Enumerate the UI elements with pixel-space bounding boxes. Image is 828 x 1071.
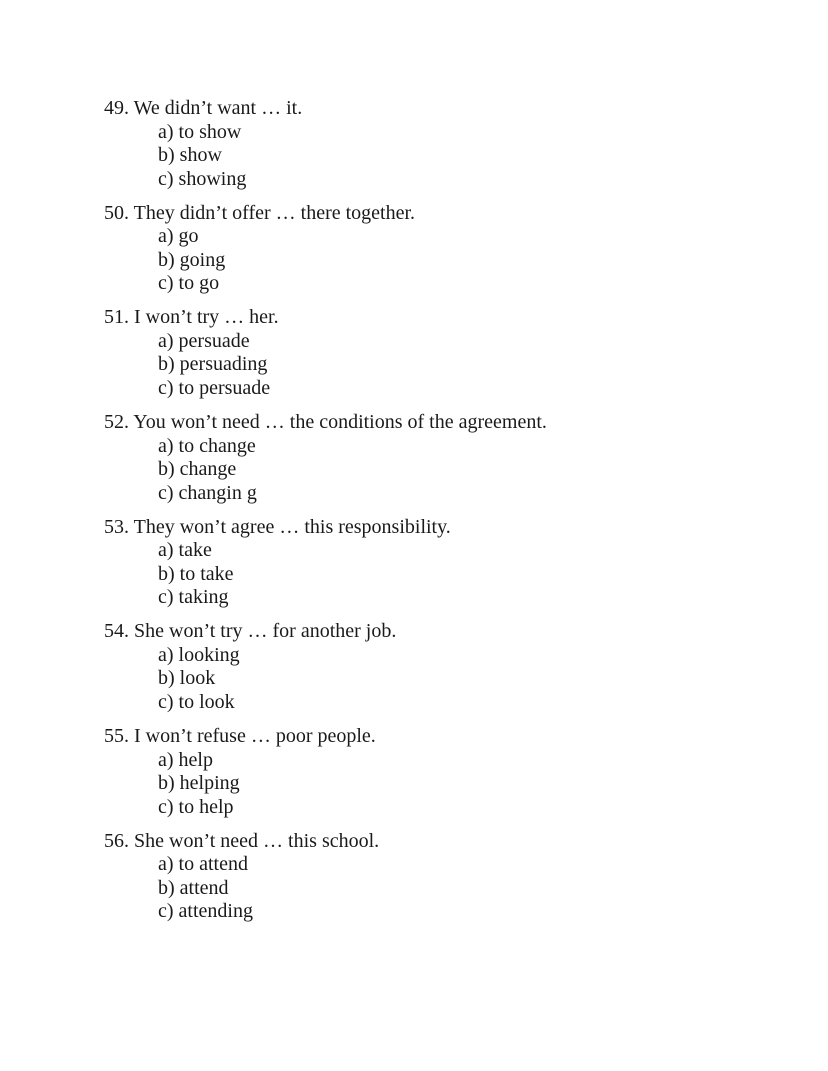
option-c: c) to go [158,272,220,295]
question-number: 52. [104,411,129,434]
question-stem: She won’t try … for another job. [134,620,397,643]
question-52 [104,411,784,505]
option-b: b) persuading [158,353,268,376]
option-c: c) to persuade [158,376,271,399]
question-text [104,830,784,854]
option-a: a) persuade [158,329,250,352]
question-number: 50. [104,201,129,224]
question-stem: I won’t try … her. [134,306,279,329]
option-c: c) showing [158,167,247,190]
option-a: a) to show [158,120,242,143]
question-stem: They didn’t offer … there together. [133,201,416,224]
question-50 [104,202,784,296]
question-number: 54. [104,620,129,643]
option-b: b) attend [158,876,229,899]
question-49 [104,97,784,191]
question-number: 56. [104,829,129,852]
option-a: a) take [158,539,212,562]
question-text [104,620,784,644]
question-stem: They won’t agree … this responsibility. [133,515,451,538]
question-text [104,516,784,540]
question-stem: She won’t need … this school. [134,829,380,852]
option-b: b) look [158,667,216,690]
option-list [104,853,784,924]
option-b: b) to take [158,562,234,585]
option-c: c) to help [158,795,234,818]
option-list [104,225,784,296]
question-56 [104,830,784,924]
option-list [104,644,784,715]
option-c: c) attending [158,900,253,923]
question-number: 53. [104,515,129,538]
question-text [104,411,784,435]
option-a: a) to attend [158,853,248,876]
option-a: a) help [158,748,213,771]
option-list [104,749,784,820]
option-list [104,330,784,401]
option-b: b) going [158,248,226,271]
exercise-page [104,97,784,935]
question-text [104,725,784,749]
question-text [104,97,784,121]
question-number: 49. [104,97,129,119]
option-a: a) to change [158,434,256,457]
question-stem: We didn’t want … it. [133,97,303,119]
question-number: 55. [104,725,129,748]
question-55 [104,725,784,819]
option-b: b) helping [158,772,240,795]
option-c: c) to look [158,690,235,713]
option-a: a) looking [158,643,240,666]
option-list [104,539,784,610]
question-51 [104,306,784,400]
option-list [104,121,784,192]
question-number: 51. [104,306,129,329]
question-54 [104,620,784,714]
option-c: c) changin g [158,481,257,504]
option-b: b) change [158,458,237,481]
question-stem: I won’t refuse … poor people. [134,725,376,748]
question-53 [104,516,784,610]
question-text [104,306,784,330]
option-a: a) go [158,225,199,248]
option-b: b) show [158,144,222,166]
question-stem: You won’t need … the conditions of the agreement. [133,411,547,434]
option-c: c) taking [158,586,229,609]
question-text [104,202,784,226]
option-list [104,435,784,506]
